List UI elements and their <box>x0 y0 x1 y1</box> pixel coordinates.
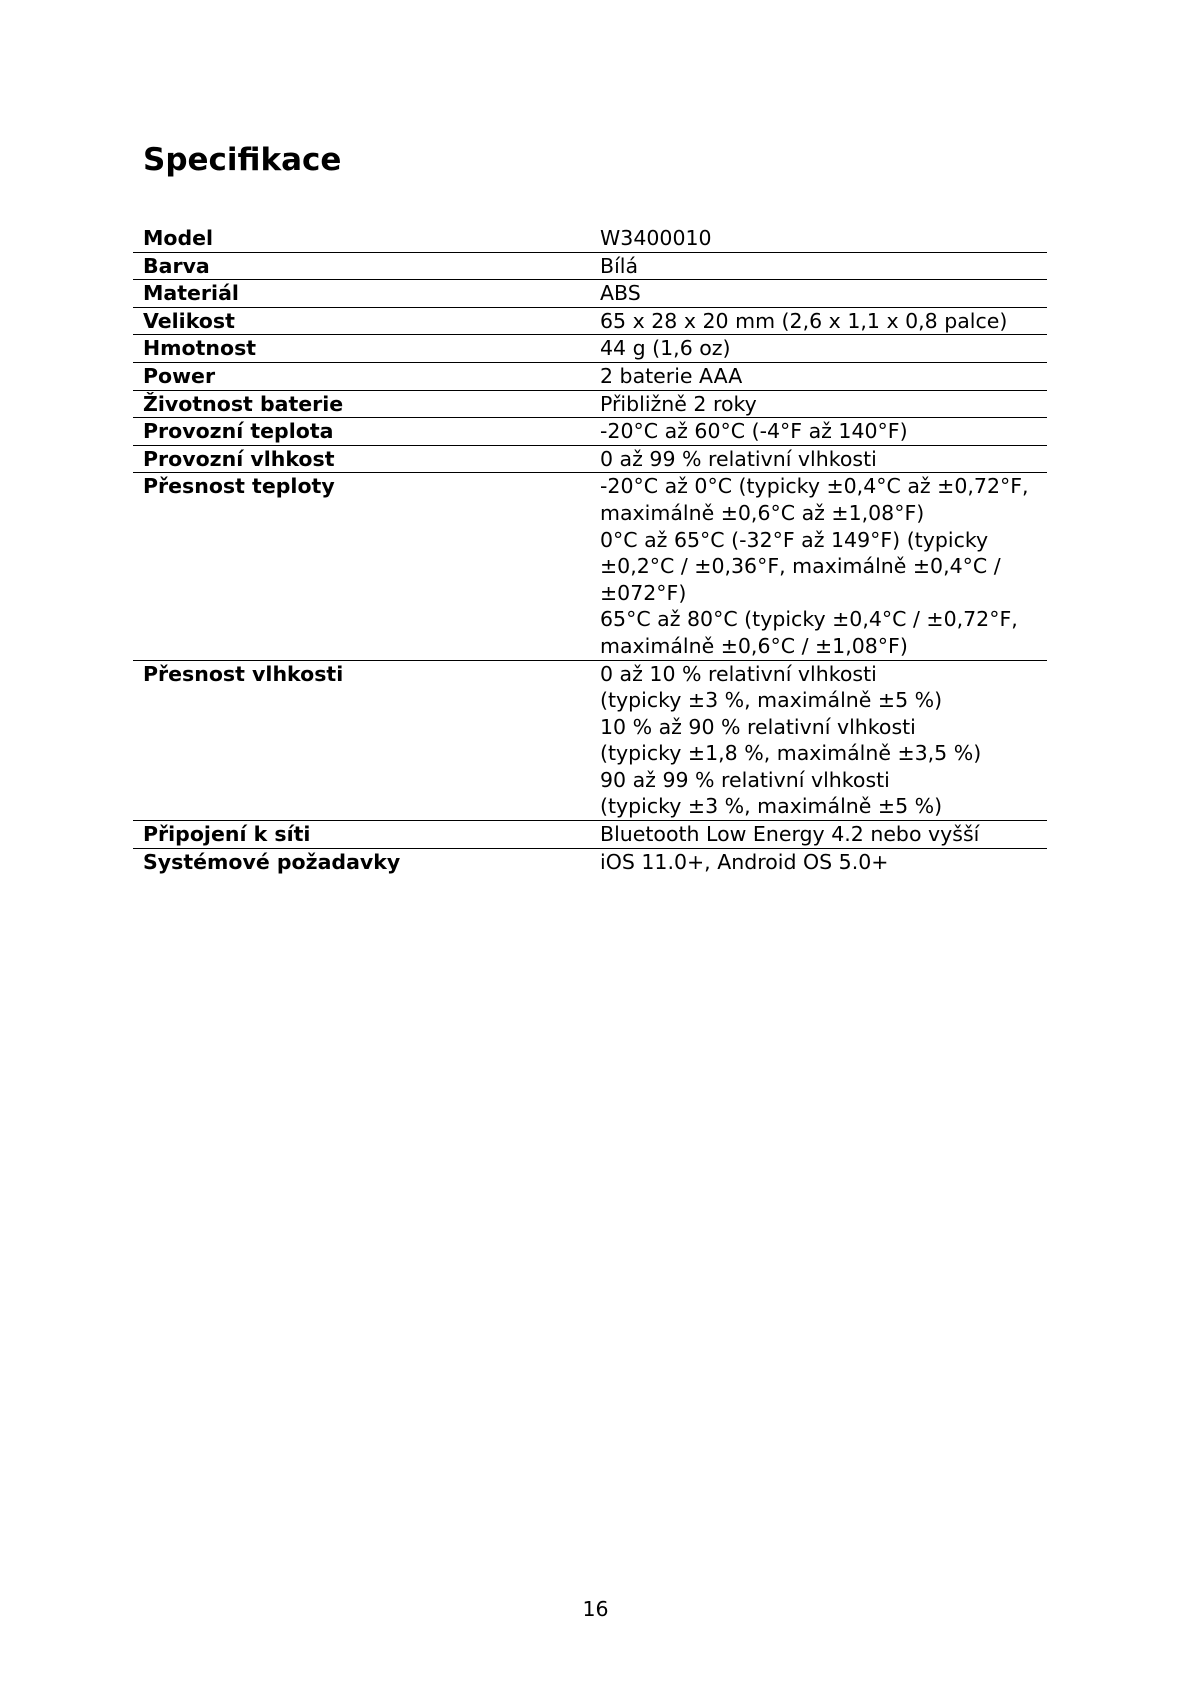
spec-value-line: Přibližně 2 roky <box>600 391 757 416</box>
spec-row <box>133 362 1047 390</box>
spec-value-line: -20°C až 0°C (typicky ±0,4°C až ±0,72°F, <box>600 474 1029 499</box>
spec-value-line: maximálně ±0,6°C / ±1,08°F) <box>600 633 908 658</box>
spec-label: Systémové požadavky <box>143 849 401 874</box>
spec-value-line: ±0,2°C / ±0,36°F, maximálně ±0,4°C / <box>600 554 1001 579</box>
spec-value <box>590 307 1047 335</box>
spec-row <box>133 335 1047 363</box>
spec-label: Velikost <box>133 307 590 335</box>
spec-value <box>590 362 1047 390</box>
spec-value-line: 65°C až 80°C (typicky ±0,4°C / ±0,72°F, <box>600 607 1018 632</box>
spec-row <box>133 225 1047 252</box>
spec-value-line: 0 až 10 % relativní vlhkosti <box>600 661 877 686</box>
spec-value-line: 10 % až 90 % relativní vlhkosti <box>600 714 916 739</box>
spec-label: Power <box>133 362 590 390</box>
spec-value <box>590 848 1047 875</box>
spec-row <box>133 280 1047 308</box>
page-title: Specifikace <box>143 142 342 178</box>
spec-value <box>590 473 1047 660</box>
spec-label: Model <box>133 225 590 252</box>
spec-value <box>590 280 1047 308</box>
spec-value-line: ±072°F) <box>600 580 687 605</box>
spec-value-line: maximálně ±0,6°C až ±1,08°F) <box>600 500 925 525</box>
spec-row <box>133 390 1047 418</box>
spec-value <box>590 252 1047 280</box>
spec-label: Životnost baterie <box>133 390 590 418</box>
spec-label: Přesnost vlhkosti <box>133 660 590 821</box>
spec-value-line: 0 až 99 % relativní vlhkosti <box>600 446 877 471</box>
spec-value-line: 90 až 99 % relativní vlhkosti <box>600 767 890 792</box>
spec-value <box>590 445 1047 473</box>
spec-value-line: 2 baterie AAA <box>600 363 743 388</box>
spec-row <box>133 418 1047 446</box>
spec-label: Hmotnost <box>133 335 590 363</box>
spec-row <box>133 307 1047 335</box>
spec-row <box>133 473 1047 660</box>
spec-value <box>590 390 1047 418</box>
spec-label: Barva <box>133 252 590 280</box>
spec-value-line: ABS <box>600 281 641 306</box>
spec-row <box>133 848 1047 875</box>
spec-value <box>590 660 1047 821</box>
spec-row <box>133 660 1047 821</box>
spec-label: Přesnost teploty <box>133 473 590 660</box>
spec-label: Provozní vlhkost <box>133 445 590 473</box>
spec-row <box>133 445 1047 473</box>
spec-table <box>133 225 1047 875</box>
spec-row <box>133 252 1047 280</box>
spec-value-line: iOS 11.0+, Android OS 5.0+ <box>600 849 889 874</box>
spec-label: Připojení k síti <box>133 821 590 849</box>
spec-value-line: Bluetooth Low Energy 4.2 nebo vyšší <box>600 822 980 847</box>
spec-value-line: Bílá <box>600 253 639 278</box>
spec-value <box>590 418 1047 446</box>
spec-value <box>590 821 1047 849</box>
spec-row <box>133 821 1047 849</box>
spec-table-body <box>133 225 1047 875</box>
spec-value-line: (typicky ±1,8 %, maximálně ±3,5 %) <box>600 741 982 766</box>
spec-value <box>590 335 1047 363</box>
spec-label: Provozní teplota <box>133 418 590 446</box>
spec-value-line: 65 x 28 x 20 mm (2,6 x 1,1 x 0,8 palce) <box>600 308 1008 333</box>
spec-value <box>590 225 1047 252</box>
spec-value-line: -20°C až 60°C (-4°F až 140°F) <box>600 419 908 444</box>
page-number: 16 <box>582 1597 609 1621</box>
spec-value-line: (typicky ±3 %, maximálně ±5 %) <box>600 688 943 713</box>
spec-value-line: 44 g (1,6 oz) <box>600 336 731 361</box>
spec-value-line: 0°C až 65°C (-32°F až 149°F) (typicky <box>600 527 989 552</box>
spec-label: Materiál <box>133 280 590 308</box>
spec-value-line: (typicky ±3 %, maximálně ±5 %) <box>600 794 943 819</box>
spec-value-line: W3400010 <box>600 226 712 250</box>
